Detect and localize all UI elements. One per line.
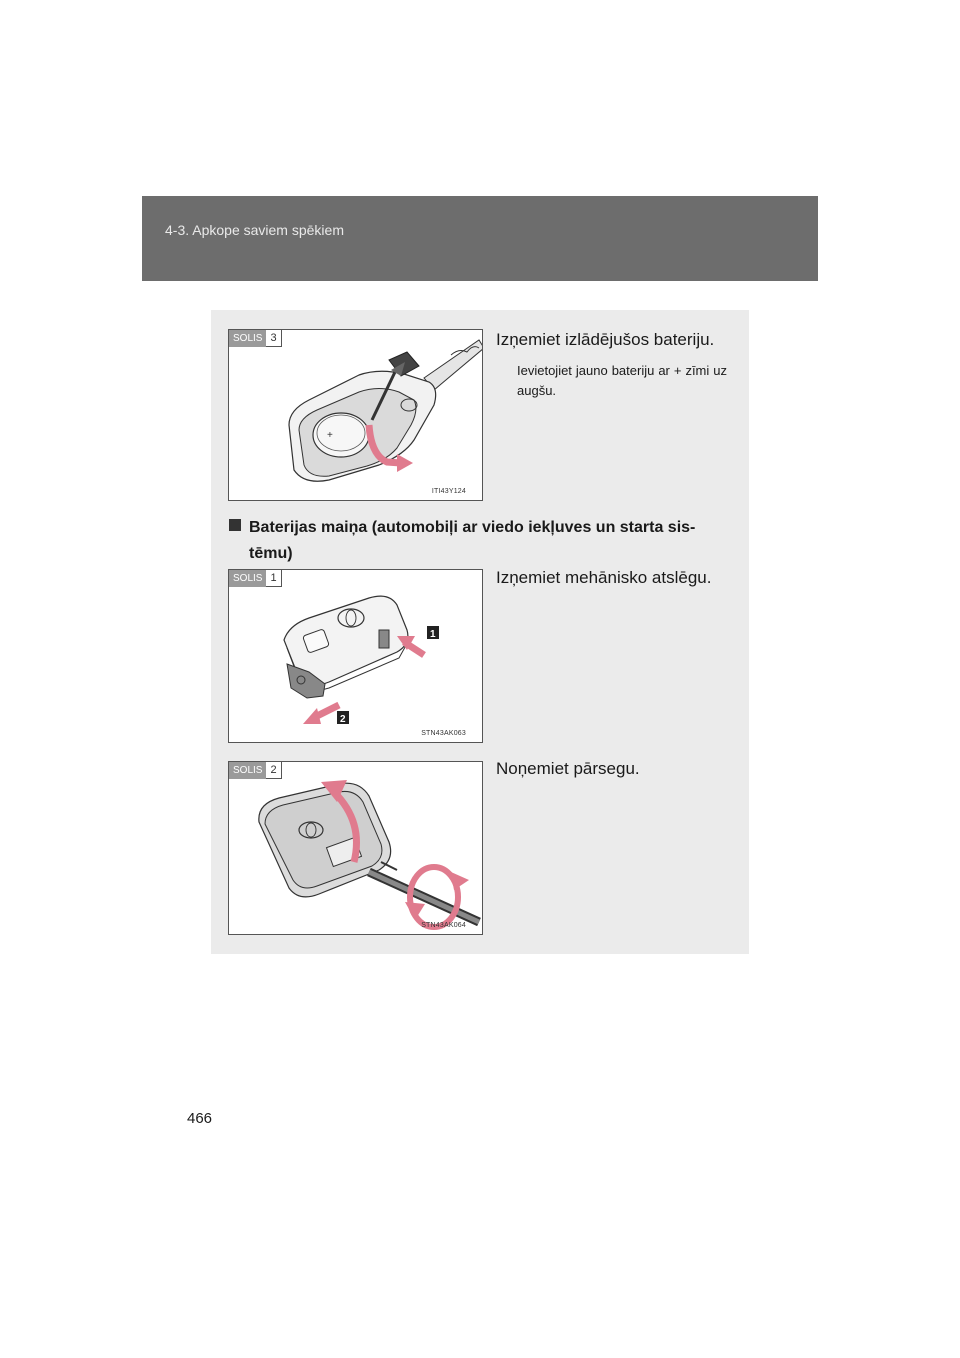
figure-code: ITI43Y124 [431,488,466,495]
page-header [142,196,818,281]
section-line-2: tēmu) [249,545,293,562]
callout-2: 2 [340,714,346,725]
mechanical-key-illustration [229,570,483,743]
instruction-step-1: Izņemiet mehānisko atslēgu. [496,568,712,587]
note-battery-polarity [517,361,727,401]
section-heading [229,515,739,567]
note-text: Ievietojiet jauno bateriju ar + zīmi uz augšu. [517,363,727,398]
step-word: SOLIS [229,330,266,347]
figure-code: STN43AK064 [421,922,466,929]
step-tag-3 [229,330,282,347]
section-bullet-icon [229,519,241,531]
figure-code: STN43AK063 [421,730,466,737]
figure-step-3 [228,329,483,501]
callout-1: 1 [430,629,436,640]
step-tag-1 [229,570,282,587]
step-number: 1 [266,570,281,587]
instruction-step-3: Izņemiet izlādējušos bateriju. [496,330,715,349]
step-number: 3 [266,330,281,347]
instruction-step-2: Noņemiet pārsegu. [496,759,640,778]
step-word: SOLIS [229,762,266,779]
figure-step-2 [228,761,483,935]
step-tag-2 [229,762,282,779]
svg-text:+: + [327,430,333,441]
step-word: SOLIS [229,570,266,587]
battery-removal-illustration [229,330,483,501]
section-line-1: Baterijas maiņa (automobiļi ar viedo iekļuves un starta sis- [249,519,696,536]
header-title: 4-3. Apkope saviem spēkiem [165,222,344,238]
page-number: 466 [187,1110,213,1127]
remove-cover-illustration [229,762,483,935]
figure-step-1 [228,569,483,743]
step-number: 2 [266,762,281,779]
content-panel [211,310,749,954]
